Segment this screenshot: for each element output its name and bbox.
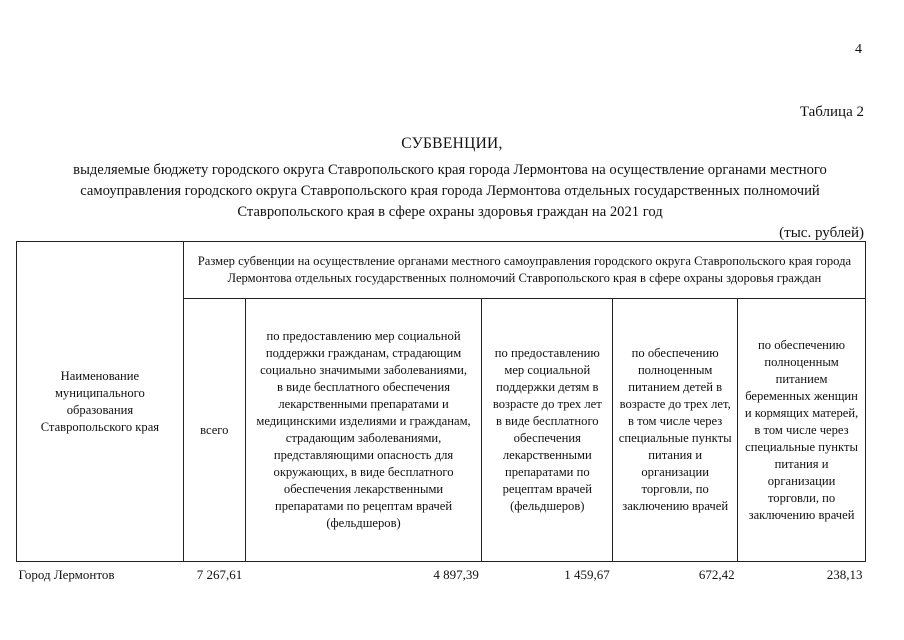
table-row: [17, 562, 866, 588]
row-municipality-name: Город Лермонтов: [18, 567, 115, 582]
page-number: 4: [855, 42, 862, 57]
row-value-children-medicines: 1 459,67: [564, 567, 610, 582]
header-mothers-nutrition: по обеспечению полноценным питанием беременных женщин и кормящих матерей, в том числе через специальные пункты питания и организации торговли, по заключению врачей: [738, 299, 866, 562]
header-social-diseases: по предоставлению мер социальной поддержки гражданам, страдающим социально значимыми заболеваниями, в виде бесплатного обеспечения лекарственными препаратами и медицинскими изделиями и гражданам, страдающим заболеваниями, представляющими опасность для окружающих, в виде бесплатного обеспечения лекарственными препаратами по рецептам врачей (фельдшеров): [245, 299, 482, 562]
header-children-medicines: по предоставлению мер социальной поддержки детям в возрасте до трех лет в виде бесплатного обеспечения лекарственными препаратами по рецептам врачей (фельдшеров): [482, 299, 613, 562]
document-title: СУБВЕНЦИИ,: [401, 135, 503, 152]
table-label: Таблица 2: [799, 104, 864, 120]
units-label: (тыс. рублей): [779, 225, 864, 241]
subventions-table: [16, 241, 866, 587]
header-total: всего: [183, 299, 245, 562]
row-value-mothers-nutrition: 238,13: [826, 567, 863, 582]
header-municipality: Наименование муниципального образования Ставропольского края: [17, 242, 184, 562]
row-value-social-diseases: 4 897,39: [433, 567, 479, 582]
header-subvention-group: Размер субвенции на осуществление органами местного самоуправления городского округа Ставропольского края города Лермонтова отдельных государственных полномочий Ставропольского края в сфере охраны здоровья граждан: [183, 242, 865, 299]
row-value-children-nutrition: 672,42: [698, 567, 735, 582]
row-value-total: 7 267,61: [196, 567, 243, 582]
document-subtitle: выделяемые бюджету городского округа Ставропольского края города Лермонтова на осуществление органами местного самоуправления городского округа Ставропольского края города Лермонтова отдельных государственных полномочий Ставропольского края в сфере охраны здоровья граждан на 2021 год: [73, 162, 827, 220]
table-header-row: [17, 242, 866, 299]
header-children-nutrition: по обеспечению полноценным питанием детей в возрасте до трех лет, в том числе через специальные пункты питания и организации торговли, по заключению врачей: [613, 299, 738, 562]
